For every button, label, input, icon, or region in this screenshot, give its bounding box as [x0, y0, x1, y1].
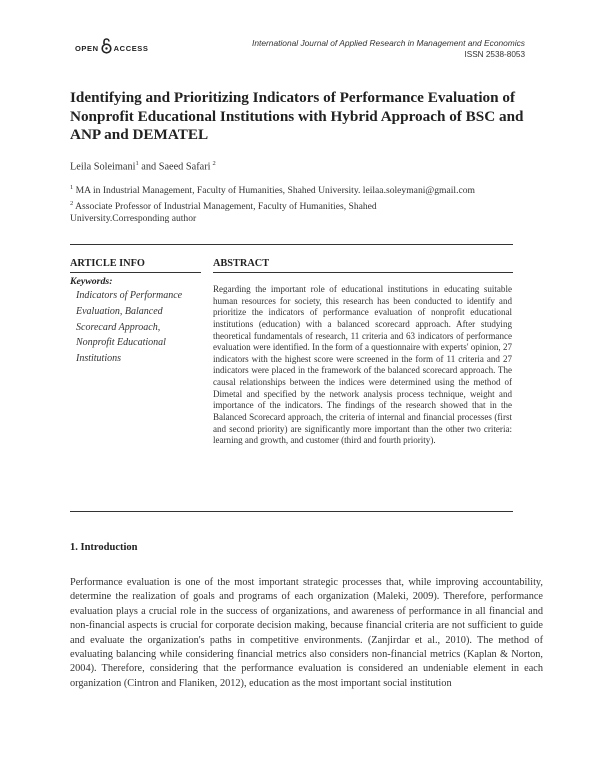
affiliations — [70, 182, 540, 226]
keywords-label: Keywords: — [70, 276, 113, 287]
author-mark: 2 — [212, 160, 216, 167]
affiliation-text: Associate Professor of Industrial Management, Faculty of Humanities, Shahed University.Corresponding author — [70, 200, 377, 225]
top-rule — [70, 244, 513, 245]
open-access-logo — [75, 40, 149, 57]
logo-access-text: ACCESS — [113, 44, 149, 53]
introduction-heading: 1. Introduction — [70, 542, 138, 553]
author-name: Saeed Safari — [158, 161, 211, 173]
affiliation-mark: 2 — [70, 199, 74, 207]
keywords-text: Indicators of Performance Evaluation, Balanced Scorecard Approach, Nonprofit Educational Institutions — [76, 290, 183, 365]
affiliation-item — [70, 198, 415, 226]
article-info-rule — [70, 272, 201, 273]
abstract-text: Regarding the important role of educational institutions in educating suitable human resources for society, this research has been conducted to identify and prioritize the indicators of performance evaluation of nonprofit educational institutions (education) with a balanced scorecard approach. After studying theoretical fundamentals of research, 11 criteria and 63 indicators of performance evaluation were identified. In the form of a questionnaire with experts' opinion, 27 indicators with the highest score were screened in the form of 11 criteria and 27 indicators were placed in the framework of the balanced scorecard approach. The causal relationships between the indices were determined using the method of Dimetal and specified by the network analysis process technique, weight and importance of the indicators. The findings of the research showed that in the Balanced Scorecard approach, the criteria of internal and financial processes (first and second priority) are significantly more important than the other two criteria: learning and growth, and customer (third and fourth priority). — [213, 284, 512, 446]
article-info-heading: ARTICLE INFO — [70, 258, 145, 269]
author-mark: 1 — [135, 160, 139, 167]
logo-open-text: OPEN — [75, 44, 99, 53]
abstract-rule — [213, 272, 513, 273]
affiliation-item — [70, 182, 540, 198]
abstract-heading: ABSTRACT — [213, 258, 270, 269]
journal-issn: ISSN 2538-8053 — [464, 50, 525, 59]
affiliation-text: MA in Industrial Management, Faculty of Humanities, Shahed University. leilaa.soleymani@gmail.com — [75, 185, 475, 197]
paper-title: Identifying and Prioritizing Indicators of Performance Evaluation of Nonprofit Educational Institutions with Hybrid Approach of BSC and ANP and DEMATEL — [70, 89, 524, 143]
author-joiner: and — [138, 161, 159, 173]
author-list — [70, 160, 216, 172]
journal-name: International Journal of Applied Research in Management and Economics — [252, 38, 525, 48]
introduction-text: Performance evaluation is one of the most important strategic processes that, while improving accountability, determine the realization of goals and programs of each organization (Maleki, 2009). Therefore, performance evaluation plays a crucial role in the success of organizations, and awareness of performance in all financial and non-financial aspects is crucial for corporate decision making, because financial criteria are not sufficient to guide and evaluate the organization's paths in competitive environments. (Zanjirdar et al., 2010). The method of evaluating balancing while considering financial metrics also considers non-financial metrics (Kaplan & Norton, 2004). Therefore, considering that the performance evaluation is considered an undeniable element in each organization (Cintron and Flaniken, 2012), education as the most important social institution — [70, 577, 543, 689]
affiliation-mark: 1 — [70, 184, 74, 191]
author-name: Leila Soleimani — [70, 161, 136, 173]
bottom-rule — [70, 511, 513, 512]
open-access-lock-icon — [101, 37, 112, 54]
